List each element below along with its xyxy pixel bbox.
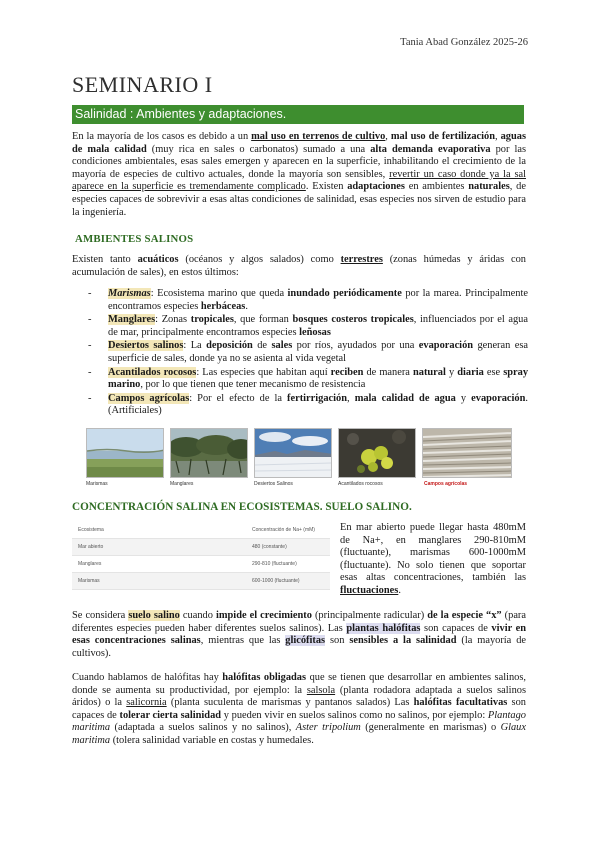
text-bold: acuáticos <box>137 254 179 265</box>
text-italic: Plantago maritima <box>72 709 527 734</box>
table-header-cell: Concentración de Na+ (mM) <box>252 527 315 533</box>
text-bold: deposición <box>206 340 253 352</box>
photo-acantilados <box>338 428 416 478</box>
text-bold: terrestres <box>340 254 383 265</box>
text: En mar abierto puede llegar hasta 480mM de Na+, en manglares 290-810mM (fluctuante), marismas 600-1000mM (fluctuante). No solo tienen que soportar esas altas concentraciones, también las <box>340 522 526 584</box>
text: , <box>385 131 391 142</box>
text: y <box>455 392 472 404</box>
text: por la marea. Principalmente encontramos especies <box>108 288 528 312</box>
table-row <box>72 539 330 556</box>
environment-list <box>88 288 528 419</box>
bullet-dash: - <box>88 288 92 299</box>
text: . <box>398 584 401 596</box>
text: En la mayoría de los casos es debido a un <box>72 131 252 142</box>
text-bold: bosques costeros tropicales <box>292 314 414 326</box>
section-heading-ambientes: AMBIENTES SALINOS <box>75 233 194 245</box>
photo-strip <box>86 428 526 492</box>
text-bold: herbáceas <box>200 300 246 312</box>
text: Se considera <box>72 610 129 621</box>
text-bold: halófitas obligadas <box>222 672 307 683</box>
text-underlined: salsola <box>306 684 336 696</box>
text: (adaptada a suelos salinos y no salinos), <box>110 722 296 734</box>
bullet-dash: - <box>88 366 92 378</box>
text: que se tienen que desarrollar en ambientes salinos, donde se aumenta su productividad, por ejemplo: la <box>72 672 526 696</box>
text-bold: impide el crecimiento <box>215 610 312 621</box>
text-bold: reciben <box>330 366 364 378</box>
header-author: Tania Abad González 2025-26 <box>400 37 528 48</box>
table-cell: 290-810 (fluctuante) <box>252 561 297 567</box>
list-item-acantilados <box>88 367 528 392</box>
text: en ambientes <box>404 181 469 193</box>
text: . (Artificiales) <box>108 392 529 417</box>
text: son capaces de <box>72 697 526 721</box>
text: : Zonas <box>155 314 191 326</box>
bullet-dash: - <box>88 392 92 404</box>
text: (para diferentes especies pueden haber diferentes suelos salinos). Las <box>72 610 526 634</box>
text: , <box>347 392 355 404</box>
text-bold: evaporación <box>418 340 474 352</box>
list-item-manglares <box>88 314 528 339</box>
text: Existen tanto <box>72 254 138 265</box>
table-row <box>72 556 330 573</box>
text-bold: natural <box>412 366 446 378</box>
photo-desiertos <box>254 428 332 478</box>
list-item-campos <box>88 393 528 418</box>
text-bold: aguas de mala calidad <box>72 131 527 155</box>
text: Cuando hablamos de halófitas hay <box>72 672 223 683</box>
text: por ríos, ayudados por una <box>292 340 419 352</box>
text: (muy rica en sales o carbonatos) sumado a una <box>146 143 371 155</box>
list-item-marismas <box>88 288 528 313</box>
text: por las condiciones ambientales, esas sales emergen y aparecen en la superficie, inhabilitando el crecimiento de la mayoría de especies de cultivo actuales, donde la mayoría son sensibles, <box>72 143 526 180</box>
photo-campos-image <box>423 429 512 478</box>
text-bold: sales <box>271 340 293 352</box>
text: son capaces de <box>420 622 492 634</box>
caption-desiertos: Desiertos Salinos <box>254 481 293 487</box>
text: (la mayoría de cultivos). <box>72 635 527 659</box>
text: , mientras que las <box>200 635 286 647</box>
term-manglares: Manglares <box>108 314 156 326</box>
text-bold: fertirrigación <box>287 392 348 404</box>
photo-marismas-image <box>87 429 164 478</box>
term-acantilados: Acantilados rocosos <box>108 366 197 378</box>
text-bold: mal uso en terrenos de cultivo <box>251 131 386 142</box>
text-bold: sensibles a la salinidad <box>349 635 457 647</box>
text-bold: tolerar cierta salinidad <box>119 709 222 721</box>
caption-campos: Campos agrícolas <box>424 481 468 487</box>
table-cell: 600-1000 (fluctuante) <box>252 578 300 584</box>
text: de <box>252 340 272 352</box>
text: y pueden vivir en suelos salinos como no salinos, por ejemplo: <box>221 709 488 721</box>
text: (océanos y algos salados) como <box>178 254 341 265</box>
intro-paragraph <box>72 131 526 219</box>
text-bold-underlined: fluctuaciones <box>340 584 399 596</box>
concentration-paragraph <box>340 522 526 598</box>
page-title: SEMINARIO I <box>72 72 213 97</box>
ambientes-paragraph <box>72 254 526 279</box>
text: : Por el efecto de la <box>189 392 288 404</box>
text: : La <box>183 340 207 352</box>
photo-campos <box>422 428 512 478</box>
bullet-dash: - <box>88 340 92 352</box>
text-underlined: salicornia <box>126 697 167 709</box>
text-underlined: revertir un caso donde ya la sal aparece en la superficie es tremendamente complicado <box>72 168 526 193</box>
text: (tolera salinidad variable en costas y humedales. <box>110 734 314 746</box>
text: son <box>325 635 350 647</box>
text: cuando <box>179 610 216 621</box>
text-bold: inundado periódicamente <box>287 288 402 299</box>
table-header-row <box>72 522 330 539</box>
text: : Ecosistema marino que queda <box>150 288 288 299</box>
text: . <box>245 300 248 312</box>
text: : Las especies que habitan aquí <box>196 366 331 378</box>
text: , por lo que tienen que tener mecanismo de resistencia <box>140 379 366 391</box>
text-bold: mal uso de fertilización <box>390 131 496 142</box>
list-item-desiertos <box>88 340 528 365</box>
halofitas-paragraph <box>72 672 526 748</box>
table-row <box>72 573 330 590</box>
text: (planta rodadora adaptada a suelos salinos áridos) o la <box>72 684 526 709</box>
table-cell: 480 (constante) <box>252 544 287 550</box>
photo-marismas <box>86 428 164 478</box>
salinity-table <box>72 522 330 590</box>
table-cell: Marismas <box>78 578 100 584</box>
photo-manglares-image <box>171 429 248 478</box>
text-italic: Aster tripolium <box>295 722 361 734</box>
table-header-cell: Ecosistema <box>78 527 104 533</box>
term-campos: Campos agrícolas <box>108 392 190 404</box>
text-bold: mala calidad de agua <box>354 392 456 404</box>
text: , de especies capaces de sobrevivir a esas altas condiciones de salinidad, esas especies nos sirven de estudio para la ingeniería. <box>72 181 526 218</box>
photo-desiertos-image <box>255 429 332 478</box>
term-marismas: Marismas <box>108 288 151 299</box>
photo-acantilados-image <box>339 429 416 478</box>
text-italic: Glaux maritima <box>72 722 526 746</box>
text-bold: plantas halófitas <box>346 622 421 634</box>
text-bold: tropicales <box>190 314 234 326</box>
table-cell: Mar abierto <box>78 544 104 550</box>
subtitle-banner: Salinidad : Ambientes y adaptaciones. <box>72 105 524 124</box>
bullet-dash: - <box>88 314 92 326</box>
text-bold: vivir en esas concentraciones salinas <box>72 622 527 647</box>
text-bold: halófitas facultativas <box>413 697 508 709</box>
text: (planta suculenta de marismas y pantanos salados) Las <box>166 697 414 709</box>
caption-marismas: Marismas <box>86 481 108 487</box>
term-desiertos: Desiertos salinos <box>108 340 184 352</box>
text: , <box>495 131 501 142</box>
text-bold: evaporación <box>471 392 526 404</box>
text: (generalmente en marismas) o <box>360 722 501 734</box>
text-bold: spray marino <box>108 366 529 391</box>
photo-manglares <box>170 428 248 478</box>
text-bold: glicófitas <box>285 635 326 647</box>
caption-acantilados: Acantilados rocosos <box>338 481 383 487</box>
text-bold: diaria <box>457 366 484 378</box>
text: (zonas húmedas y áridas con acumulación de sales), en estos últimos: <box>72 254 526 278</box>
section-heading-concentracion: CONCENTRACIÓN SALINA EN ECOSISTEMAS. SUELO SALINO. <box>72 501 412 513</box>
table-cell: Manglares <box>78 561 102 567</box>
text-bold: naturales <box>468 181 510 193</box>
text-bold: alta demanda evaporativa <box>370 143 491 155</box>
text: , que forman <box>233 314 293 326</box>
text: y <box>445 366 458 378</box>
text: generan esa superficie de sales, donde ya no se asienta al vida vegetal <box>108 340 528 364</box>
text: . Existen <box>305 181 348 193</box>
text-bold: adaptaciones <box>347 181 405 193</box>
text-bold: leñosas <box>299 326 331 338</box>
caption-manglares: Manglares <box>170 481 194 487</box>
text: ese <box>483 366 504 378</box>
text-bold: de la especie “x” <box>427 610 502 621</box>
suelo-salino-paragraph <box>72 610 526 660</box>
text: (principalmente radicular) <box>311 610 428 621</box>
text-bold: suelo salino <box>128 610 180 621</box>
text: , influenciados por el agua de mar, principalmente encontramos especies <box>108 314 528 338</box>
text: de manera <box>363 366 413 378</box>
